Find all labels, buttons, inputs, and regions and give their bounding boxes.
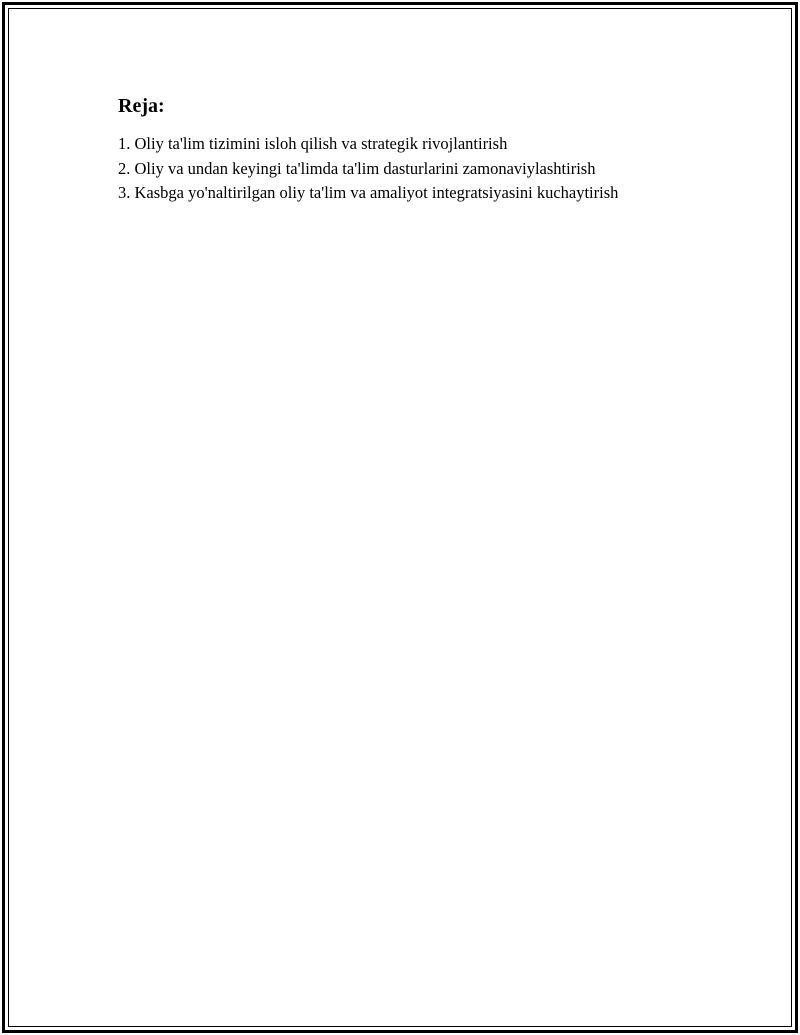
plan-item: 1. Oliy ta'lim tizimini isloh qilish va strategik rivojlantirish — [118, 134, 508, 153]
plan-item: 2. Oliy va undan keyingi ta'limda ta'lim dasturlarini zamonaviylashtirish — [118, 158, 596, 178]
plan-list — [118, 132, 758, 206]
page-content — [118, 94, 758, 206]
plan-heading: Reja: — [118, 95, 165, 117]
plan-item: 3. Kasbga yo'naltirilgan oliy ta'lim va amaliyot integratsiyasini kuchaytirish — [118, 183, 619, 202]
